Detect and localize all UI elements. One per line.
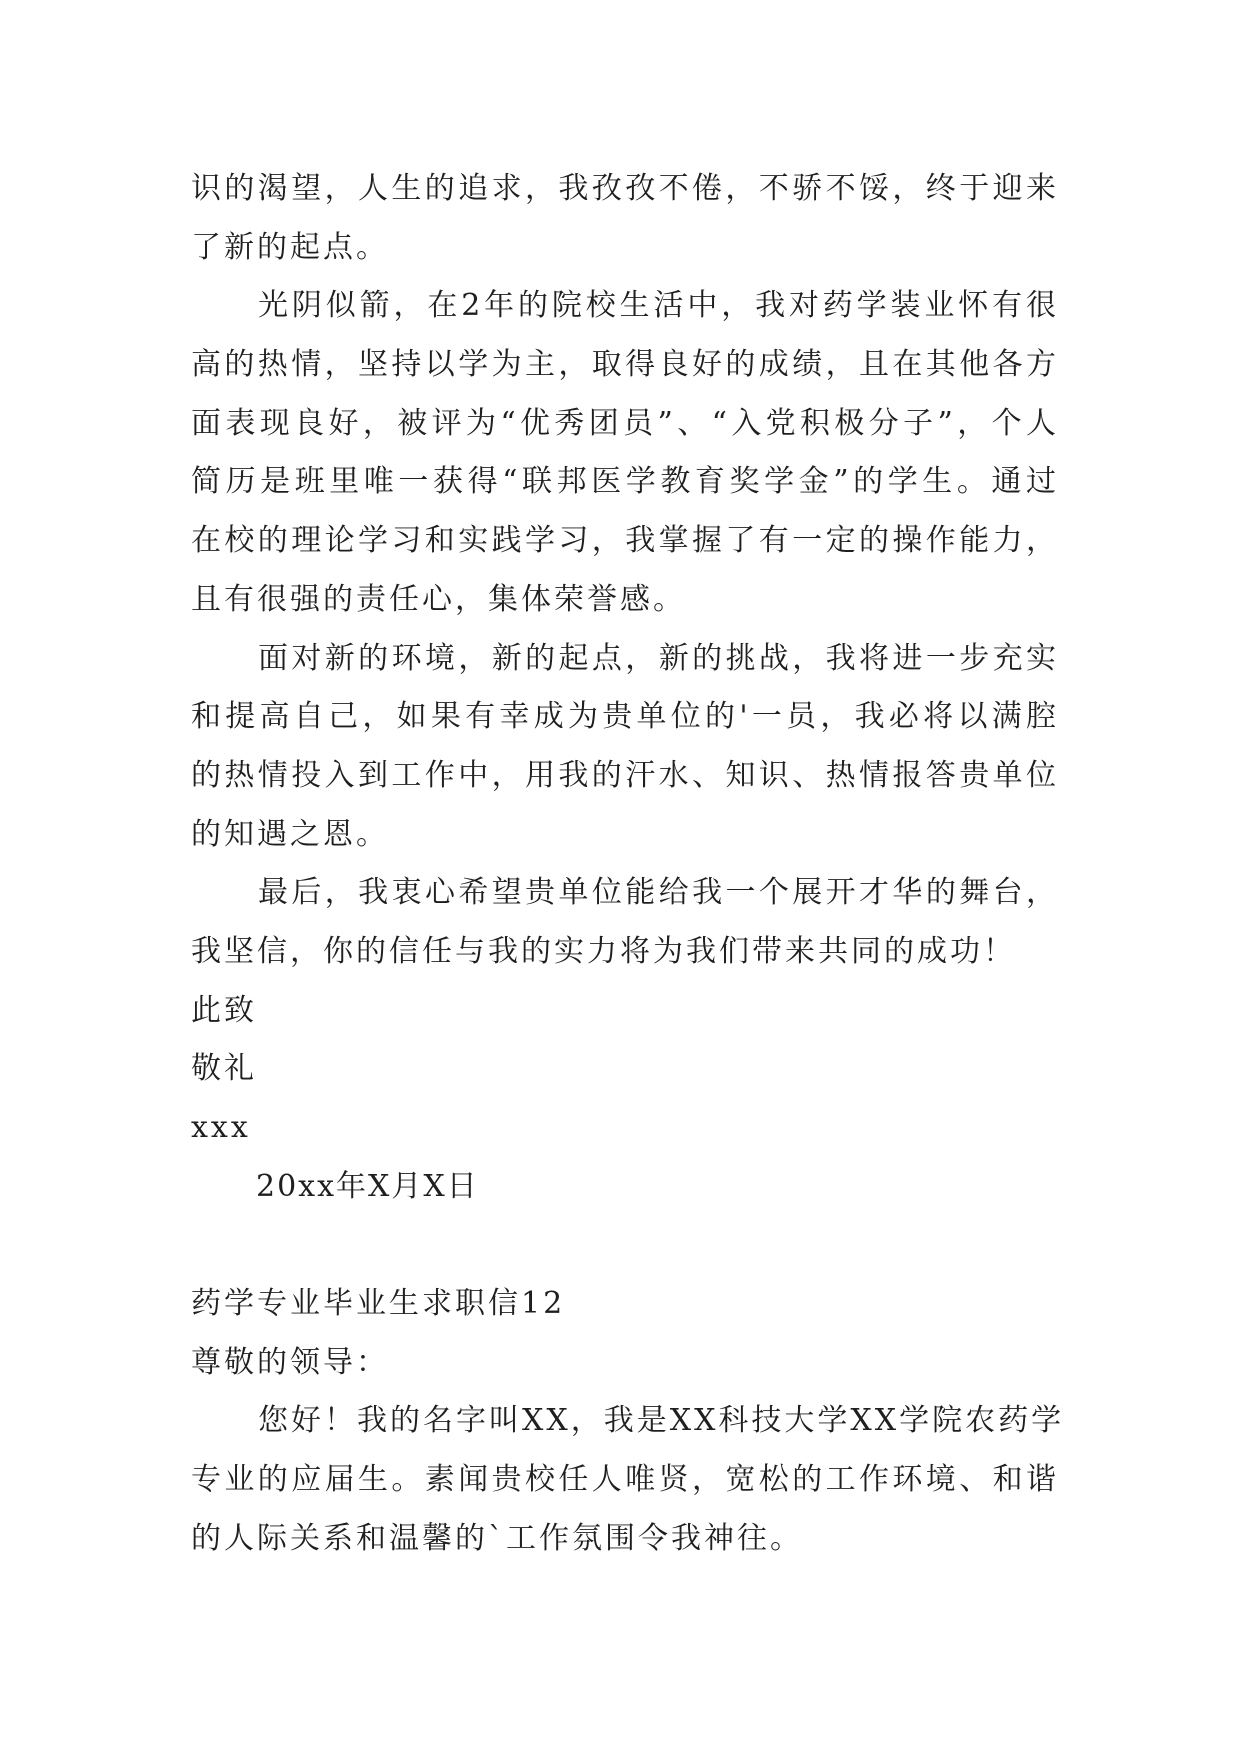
closing-regards: 敬礼: [191, 1051, 257, 1087]
paragraph-line: 最后，我衷心希望贵单位能给我一个展开才华的舞台，: [258, 875, 1059, 911]
closing-salutation: 此致: [191, 992, 257, 1028]
paragraph-line: 简历是班里唯一获得“联邦医学教育奖学金”的学生。通过: [191, 464, 1059, 500]
document-body: [191, 160, 1065, 1569]
letter-title: 药学专业毕业生求职信12: [191, 1286, 566, 1322]
paragraph-line: 您好！我的名字叫XX，我是XX科技大学XX学院农药学: [258, 1403, 1065, 1439]
paragraph-line: 高的热情，坚持以学为主，取得良好的成绩，且在其他各方: [191, 347, 1059, 383]
letter-date: 20xx年X月X日: [256, 1168, 479, 1204]
signature-name: xxx: [191, 1110, 251, 1145]
paragraph-line: 识的渴望，人生的追求，我孜孜不倦，不骄不馁，终于迎来: [191, 171, 1059, 206]
paragraph-line: 的人际关系和温馨的`工作氛围令我神往。: [191, 1520, 803, 1556]
letter-greeting: 尊敬的领导：: [191, 1344, 389, 1380]
paragraph-line: 的热情投入到工作中，用我的汗水、知识、热情报答贵单位: [191, 757, 1059, 793]
paragraph-line: 且有很强的责任心，集体荣誉感。: [191, 581, 686, 617]
blank-spacer: [191, 1216, 1059, 1275]
paragraph-line: 了新的起点。: [191, 229, 389, 265]
paragraph-line: 我坚信，你的信任与我的实力将为我们带来共同的成功！: [191, 933, 1016, 969]
paragraph-line: 面对新的环境，新的起点，新的挑战，我将进一步充实: [258, 640, 1059, 676]
paragraph-line: 在校的理论学习和实践学习，我掌握了有一定的操作能力，: [191, 523, 1059, 559]
paragraph-line: 和提高自己，如果有幸成为贵单位的'一员，我必将以满腔: [191, 699, 1059, 735]
paragraph-line: 面表现良好，被评为“优秀团员”、“入党积极分子”，个人: [191, 405, 1059, 441]
paragraph-line: 专业的应届生。素闻贵校任人唯贤，宽松的工作环境、和谐: [191, 1462, 1059, 1498]
paragraph-line: 的知遇之恩。: [191, 816, 389, 852]
paragraph-line: 光阴似箭，在2年的院校生活中，我对药学装业怀有很: [258, 288, 1059, 324]
